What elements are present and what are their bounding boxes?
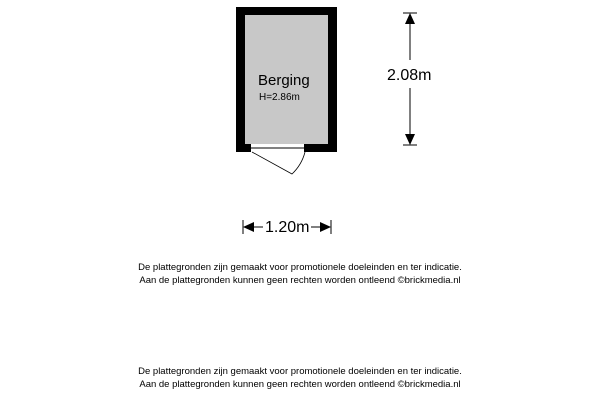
width-dimension-label: 1.20m xyxy=(265,219,310,236)
door-jamb-left xyxy=(248,144,251,152)
disclaimer-top-line-2: Aan de plattegronden kunnen geen rechten worden ontleend ©brickmedia.nl xyxy=(139,275,461,286)
width-arrow-left-icon xyxy=(243,222,254,232)
height-arrow-down-icon xyxy=(405,134,415,145)
door xyxy=(248,144,307,174)
disclaimer-bottom-line-2: Aan de plattegronden kunnen geen rechten worden ontleend ©brickmedia.nl xyxy=(139,379,461,390)
room-height-label: H=2.86m xyxy=(259,92,300,103)
disclaimer-top xyxy=(0,261,600,287)
door-swing-arc xyxy=(252,152,305,174)
height-dimension-label: 2.08m xyxy=(387,67,432,84)
disclaimer-top-line-1: De plattegronden zijn gemaakt voor promotionele doeleinden en ter indicatie. xyxy=(138,262,462,273)
room-name: Berging xyxy=(258,72,310,89)
disclaimer-bottom xyxy=(0,365,600,391)
width-arrow-right-icon xyxy=(320,222,331,232)
door-jamb-right xyxy=(304,144,307,152)
height-arrow-up-icon xyxy=(405,13,415,24)
disclaimer-bottom-line-1: De plattegronden zijn gemaakt voor promotionele doeleinden en ter indicatie. xyxy=(138,366,462,377)
